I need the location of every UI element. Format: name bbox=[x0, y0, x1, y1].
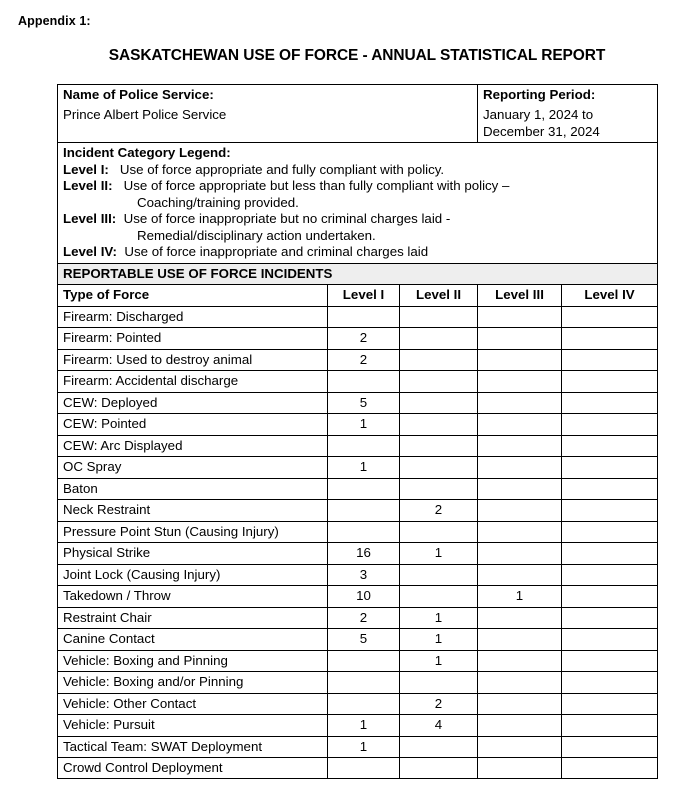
level-2-count-cell bbox=[400, 736, 478, 757]
level-4-count-cell bbox=[562, 607, 658, 628]
reporting-period-value bbox=[478, 105, 658, 142]
table-row bbox=[58, 435, 658, 456]
legend-item-level-4 bbox=[63, 244, 652, 260]
level-4-count-cell bbox=[562, 586, 658, 607]
level-1-count-cell bbox=[328, 672, 400, 693]
force-type-cell: Canine Contact bbox=[58, 629, 328, 650]
header-label-row bbox=[58, 85, 658, 106]
reporting-period-label: Reporting Period: bbox=[478, 85, 658, 106]
level-4-count-cell bbox=[562, 564, 658, 585]
level-1-count-cell bbox=[328, 435, 400, 456]
force-type-cell: Crowd Control Deployment bbox=[58, 757, 328, 778]
level-2-count-cell bbox=[400, 328, 478, 349]
level-2-count-cell: 2 bbox=[400, 500, 478, 521]
legend-level-3-continuation: Remedial/disciplinary action undertaken. bbox=[137, 227, 376, 243]
legend-level-3-text: Use of force inappropriate but no criminal charges laid - bbox=[123, 211, 451, 227]
level-2-count-cell: 2 bbox=[400, 693, 478, 714]
legend-title: Incident Category Legend: bbox=[63, 145, 231, 161]
level-4-count-cell bbox=[562, 500, 658, 521]
force-type-cell: CEW: Pointed bbox=[58, 414, 328, 435]
level-1-count-cell bbox=[328, 757, 400, 778]
force-type-cell: Joint Lock (Causing Injury) bbox=[58, 564, 328, 585]
level-1-count-cell: 1 bbox=[328, 457, 400, 478]
level-3-count-cell bbox=[478, 736, 562, 757]
level-2-count-cell bbox=[400, 478, 478, 499]
table-row bbox=[58, 349, 658, 370]
incident-category-legend bbox=[58, 143, 658, 263]
column-header-level-2: Level II bbox=[400, 285, 478, 306]
level-1-count-cell: 5 bbox=[328, 392, 400, 413]
force-type-cell: Vehicle: Boxing and Pinning bbox=[58, 650, 328, 671]
level-3-count-cell bbox=[478, 306, 562, 327]
appendix-label: Appendix 1: bbox=[18, 14, 91, 28]
legend-item-level-1 bbox=[63, 162, 652, 178]
table-row bbox=[58, 607, 658, 628]
level-3-count-cell bbox=[478, 414, 562, 435]
force-type-cell: Firearm: Discharged bbox=[58, 306, 328, 327]
level-4-count-cell bbox=[562, 349, 658, 370]
column-header-level-4: Level IV bbox=[562, 285, 658, 306]
level-4-count-cell bbox=[562, 543, 658, 564]
table-row bbox=[58, 564, 658, 585]
level-1-count-cell: 1 bbox=[328, 736, 400, 757]
level-1-count-cell bbox=[328, 306, 400, 327]
table-row bbox=[58, 586, 658, 607]
level-2-count-cell bbox=[400, 371, 478, 392]
reporting-period-line2: December 31, 2024 bbox=[483, 123, 600, 139]
force-type-cell: Baton bbox=[58, 478, 328, 499]
level-4-count-cell bbox=[562, 736, 658, 757]
level-3-count-cell bbox=[478, 371, 562, 392]
level-2-count-cell: 4 bbox=[400, 715, 478, 736]
table-row bbox=[58, 672, 658, 693]
reporting-period-line1: January 1, 2024 to bbox=[483, 107, 594, 123]
column-header-row bbox=[58, 285, 658, 306]
level-1-count-cell: 10 bbox=[328, 586, 400, 607]
police-service-label: Name of Police Service: bbox=[58, 85, 478, 106]
level-3-count-cell bbox=[478, 478, 562, 499]
level-4-count-cell bbox=[562, 371, 658, 392]
level-1-count-cell bbox=[328, 371, 400, 392]
level-4-count-cell bbox=[562, 650, 658, 671]
level-2-count-cell bbox=[400, 521, 478, 542]
table-row bbox=[58, 457, 658, 478]
police-service-value: Prince Albert Police Service bbox=[58, 105, 478, 142]
table-row bbox=[58, 736, 658, 757]
column-header-type-of-force: Type of Force bbox=[58, 285, 328, 306]
column-header-level-3: Level III bbox=[478, 285, 562, 306]
level-4-count-cell bbox=[562, 414, 658, 435]
level-4-count-cell bbox=[562, 306, 658, 327]
level-4-count-cell bbox=[562, 693, 658, 714]
table-row bbox=[58, 414, 658, 435]
legend-level-1-text: Use of force appropriate and fully compliant with policy. bbox=[119, 161, 445, 177]
table-row bbox=[58, 757, 658, 778]
force-type-cell: OC Spray bbox=[58, 457, 328, 478]
table-row bbox=[58, 521, 658, 542]
level-2-count-cell bbox=[400, 349, 478, 370]
level-2-count-cell bbox=[400, 392, 478, 413]
level-1-count-cell bbox=[328, 478, 400, 499]
level-4-count-cell bbox=[562, 757, 658, 778]
force-type-cell: Vehicle: Pursuit bbox=[58, 715, 328, 736]
legend-level-4-text: Use of force inappropriate and criminal charges laid bbox=[124, 244, 429, 260]
level-2-count-cell bbox=[400, 414, 478, 435]
level-2-count-cell: 1 bbox=[400, 629, 478, 650]
legend-level-2-continuation: Coaching/training provided. bbox=[137, 194, 299, 210]
level-1-count-cell: 2 bbox=[328, 607, 400, 628]
level-1-count-cell bbox=[328, 500, 400, 521]
level-4-count-cell bbox=[562, 672, 658, 693]
force-type-cell: Firearm: Accidental discharge bbox=[58, 371, 328, 392]
level-3-count-cell bbox=[478, 435, 562, 456]
level-4-count-cell bbox=[562, 435, 658, 456]
table-row bbox=[58, 306, 658, 327]
level-3-count-cell bbox=[478, 672, 562, 693]
table-row bbox=[58, 650, 658, 671]
legend-level-3-label: Level III: bbox=[63, 211, 117, 227]
header-value-row bbox=[58, 105, 658, 142]
force-type-cell: Tactical Team: SWAT Deployment bbox=[58, 736, 328, 757]
level-2-count-cell bbox=[400, 672, 478, 693]
level-3-count-cell bbox=[478, 500, 562, 521]
level-3-count-cell bbox=[478, 607, 562, 628]
table-row bbox=[58, 371, 658, 392]
level-1-count-cell: 3 bbox=[328, 564, 400, 585]
level-3-count-cell bbox=[478, 392, 562, 413]
force-type-cell: Pressure Point Stun (Causing Injury) bbox=[58, 521, 328, 542]
level-2-count-cell: 1 bbox=[400, 650, 478, 671]
level-3-count-cell bbox=[478, 757, 562, 778]
level-3-count-cell bbox=[478, 543, 562, 564]
level-4-count-cell bbox=[562, 521, 658, 542]
legend-level-1-label: Level I: bbox=[63, 161, 109, 177]
force-type-cell: CEW: Arc Displayed bbox=[58, 435, 328, 456]
legend-level-4-label: Level IV: bbox=[63, 244, 117, 260]
level-4-count-cell bbox=[562, 392, 658, 413]
level-3-count-cell bbox=[478, 650, 562, 671]
level-4-count-cell bbox=[562, 457, 658, 478]
level-1-count-cell: 2 bbox=[328, 349, 400, 370]
level-1-count-cell bbox=[328, 650, 400, 671]
force-type-cell: Vehicle: Boxing and/or Pinning bbox=[58, 672, 328, 693]
level-2-count-cell bbox=[400, 586, 478, 607]
level-2-count-cell bbox=[400, 306, 478, 327]
level-3-count-cell bbox=[478, 328, 562, 349]
table-row bbox=[58, 715, 658, 736]
level-3-count-cell bbox=[478, 564, 562, 585]
level-4-count-cell bbox=[562, 629, 658, 650]
force-type-cell: Firearm: Pointed bbox=[58, 328, 328, 349]
level-2-count-cell bbox=[400, 564, 478, 585]
table-row bbox=[58, 392, 658, 413]
level-2-count-cell bbox=[400, 457, 478, 478]
table-row bbox=[58, 629, 658, 650]
section-header-row bbox=[58, 263, 658, 284]
legend-item-level-2 bbox=[63, 178, 652, 211]
reportable-incidents-header: REPORTABLE USE OF FORCE INCIDENTS bbox=[58, 263, 658, 284]
table-row bbox=[58, 543, 658, 564]
use-of-force-report-table bbox=[57, 84, 658, 779]
level-4-count-cell bbox=[562, 715, 658, 736]
level-4-count-cell bbox=[562, 478, 658, 499]
force-type-cell: CEW: Deployed bbox=[58, 392, 328, 413]
level-3-count-cell bbox=[478, 629, 562, 650]
force-type-cell: Takedown / Throw bbox=[58, 586, 328, 607]
column-header-level-1: Level I bbox=[328, 285, 400, 306]
level-2-count-cell bbox=[400, 435, 478, 456]
page-title: SASKATCHEWAN USE OF FORCE - ANNUAL STATISTICAL REPORT bbox=[108, 47, 606, 64]
table-row bbox=[58, 500, 658, 521]
level-3-count-cell bbox=[478, 349, 562, 370]
level-2-count-cell: 1 bbox=[400, 543, 478, 564]
level-2-count-cell bbox=[400, 757, 478, 778]
force-type-cell: Physical Strike bbox=[58, 543, 328, 564]
level-4-count-cell bbox=[562, 328, 658, 349]
level-3-count-cell bbox=[478, 693, 562, 714]
level-1-count-cell: 2 bbox=[328, 328, 400, 349]
level-1-count-cell: 5 bbox=[328, 629, 400, 650]
legend-item-level-3 bbox=[63, 211, 652, 244]
legend-row bbox=[58, 143, 658, 263]
force-type-cell: Firearm: Used to destroy animal bbox=[58, 349, 328, 370]
force-type-cell: Restraint Chair bbox=[58, 607, 328, 628]
level-1-count-cell: 16 bbox=[328, 543, 400, 564]
table-row bbox=[58, 328, 658, 349]
table-row bbox=[58, 693, 658, 714]
level-2-count-cell: 1 bbox=[400, 607, 478, 628]
level-3-count-cell bbox=[478, 715, 562, 736]
level-3-count-cell bbox=[478, 521, 562, 542]
legend-level-2-label: Level II: bbox=[63, 178, 113, 194]
table-row bbox=[58, 478, 658, 499]
level-3-count-cell: 1 bbox=[478, 586, 562, 607]
legend-level-2-text: Use of force appropriate but less than fully compliant with policy – bbox=[123, 178, 510, 194]
level-1-count-cell: 1 bbox=[328, 715, 400, 736]
force-type-cell: Vehicle: Other Contact bbox=[58, 693, 328, 714]
level-3-count-cell bbox=[478, 457, 562, 478]
level-1-count-cell bbox=[328, 693, 400, 714]
force-type-cell: Neck Restraint bbox=[58, 500, 328, 521]
level-1-count-cell bbox=[328, 521, 400, 542]
level-1-count-cell: 1 bbox=[328, 414, 400, 435]
